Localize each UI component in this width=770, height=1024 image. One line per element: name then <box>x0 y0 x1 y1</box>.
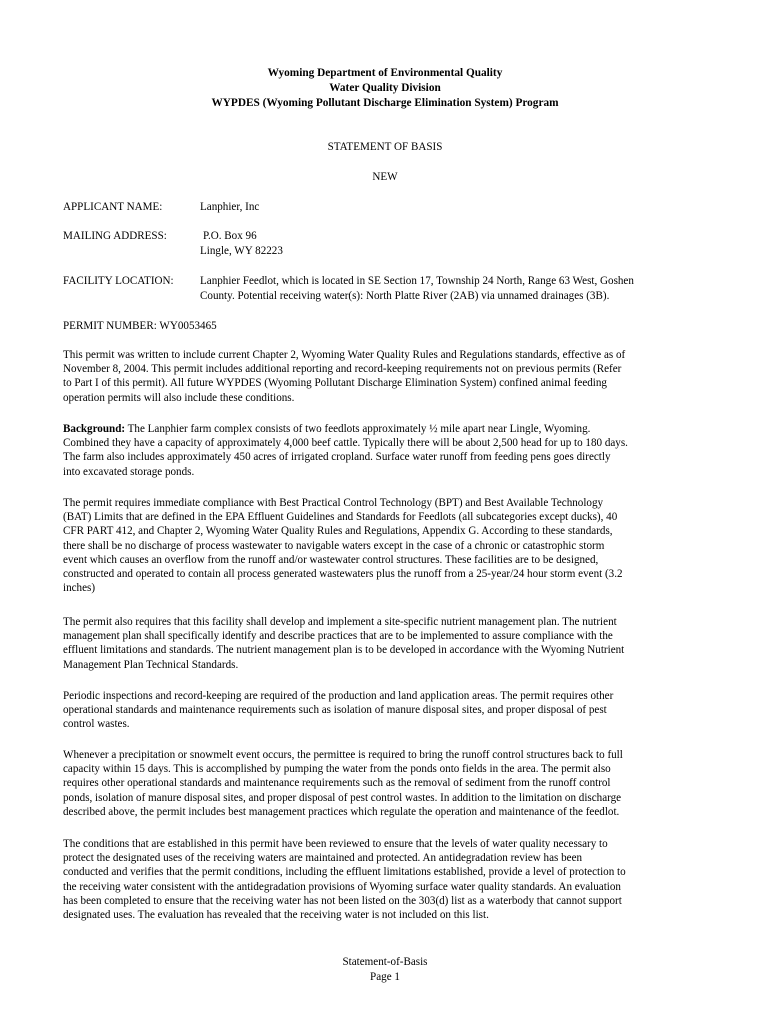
text-line: operation permits will also include these conditions. <box>63 391 295 404</box>
text-line: event which causes an overflow from the runoff and/or wastewater control structures. These facilities are to be designed, <box>63 553 599 566</box>
applicant-label: APPLICANT NAME: <box>63 201 163 213</box>
facility-label: FACILITY LOCATION: <box>63 275 174 287</box>
text-line: November 8, 2004. This permit includes additional reporting and record-keeping requirements not on previous permits (Refer <box>63 363 622 376</box>
text-line: Management Plan Technical Standards. <box>63 658 239 671</box>
text-line: control wastes. <box>63 718 130 731</box>
program-title: WYPDES (Wyoming Pollutant Discharge Elimination System) Program <box>211 97 559 109</box>
applicant-value: Lanphier, Inc <box>200 201 260 213</box>
text-line: the receiving water consistent with the antidegradation provisions of Wyoming surface water quality standards. An evaluation <box>63 880 621 893</box>
permit-number: PERMIT NUMBER: WY0053465 <box>63 320 217 332</box>
paragraph-permit-scope <box>63 348 711 405</box>
agency-title: Wyoming Department of Environmental Quality <box>267 67 503 79</box>
facility-line-2: County. Potential receiving water(s): North Platte River (2AB) via unnamed drainages (3B). <box>200 290 610 302</box>
text-line: effluent limitations and standards. The nutrient management plan is to be developed in accordance with the Wyoming Nutrient <box>63 644 625 657</box>
division-title: Water Quality Division <box>329 82 441 94</box>
paragraph-runoff-control <box>63 748 711 819</box>
text-line: ponds, isolation of manure disposal sites, and proper disposal of pest control wastes. In addition to the limitation on discharge <box>63 791 622 804</box>
text-line: into excavated storage ponds. <box>63 465 195 478</box>
paragraph-compliance <box>63 496 711 595</box>
text-line: designated uses. The evaluation has revealed that the receiving water is not included on this list. <box>63 909 489 922</box>
text-line: operational standards and maintenance requirements such as isolation of manure disposal sites, and proper disposal of pest <box>63 704 607 717</box>
text-line: described above, the permit includes best management practices which regulate the operation and maintenance of the feedlot. <box>63 805 620 818</box>
paragraph-nutrient-plan <box>63 615 711 672</box>
text-line: Background: The Lanphier farm complex consists of two feedlots approximately ½ mile apart near Lingle, Wyoming. <box>63 423 591 435</box>
paragraph-background <box>63 422 711 479</box>
text-line: The farm also includes approximately 450 acres of irrigated cropland. Surface water runoff from feeding pens goes directly <box>63 451 611 464</box>
text-line: inches) <box>63 582 96 595</box>
text-line: Combined they have a capacity of approximately 4,000 beef cattle. Typically there will be about 2,500 head for up to 180 days. <box>63 437 628 450</box>
text-line: This permit was written to include current Chapter 2, Wyoming Water Quality Rules and Regulations standards, effective as of <box>63 349 626 361</box>
statement-title: STATEMENT OF BASIS <box>327 141 443 153</box>
text-line: conducted and verifies that the permit conditions, including the effluent limitations established, provide a level of protection to <box>63 866 626 879</box>
text-line: management plan shall specifically identify and describe practices that are to be implemented to assure compliance with the <box>63 630 613 643</box>
text-line: CFR PART 412, and Chapter 2, Wyoming Water Quality Rules and Regulations, Appendix G. According to these standards, <box>63 525 613 538</box>
text-line: has been completed to ensure that the receiving water has not been listed on the 303(d) list as a waterbody that cannot support <box>63 894 622 907</box>
text-line: capacity within 15 days. This is accomplished by pumping the water from the ponds onto fields in the area. The permit also <box>63 763 611 776</box>
text-line: constructed and operated to contain all process generated wastewaters plus the runoff from a 25-year/24 hour storm event (3.2 <box>63 568 623 581</box>
footer-title: Statement-of-Basis <box>342 956 428 968</box>
mailing-line-2: Lingle, WY 82223 <box>200 245 283 257</box>
page-number: Page 1 <box>370 971 400 983</box>
text-line: Periodic inspections and record-keeping are required of the production and land application areas. The permit requires other <box>63 690 614 702</box>
text-line: requires other operational standards and maintenance requirements such as the removal of sediment from the runoff control <box>63 777 611 790</box>
text-line: (BAT) Limits that are defined in the EPA Effluent Guidelines and Standards for Feedlots (all subcategories except ducks), 40 <box>63 511 618 524</box>
paragraph-inspections <box>63 689 711 732</box>
text-line: The conditions that are established in this permit have been reviewed to ensure that the levels of water quality necessary to <box>63 838 608 850</box>
mailing-label: MAILING ADDRESS: <box>63 230 167 242</box>
background-label: Background: <box>63 423 126 435</box>
text-line: to Part I of this permit). All future WYPDES (Wyoming Pollutant Discharge Elimination System) confined animal feeding <box>63 377 607 390</box>
text-line: The permit also requires that this facility shall develop and implement a site-specific nutrient management plan. The nutrient <box>63 616 617 628</box>
text-line: Whenever a precipitation or snowmelt event occurs, the permittee is required to bring the runoff control structures back to full <box>63 749 623 761</box>
text-line: there shall be no discharge of process wastewater to navigable waters except in the case of a chronic or catastrophic storm <box>63 539 605 552</box>
mailing-line-1: P.O. Box 96 <box>203 230 257 242</box>
paragraph-antidegradation <box>63 837 711 922</box>
text-line: protect the designated uses of the receiving waters are maintained and protected. An antidegradation review has been <box>63 852 583 865</box>
text-line: The permit requires immediate compliance with Best Practical Control Technology (BPT) and Best Available Technology <box>63 497 604 509</box>
facility-line-1: Lanphier Feedlot, which is located in SE Section 17, Township 24 North, Range 63 West, Goshen <box>200 275 634 287</box>
permit-status: NEW <box>372 171 398 183</box>
